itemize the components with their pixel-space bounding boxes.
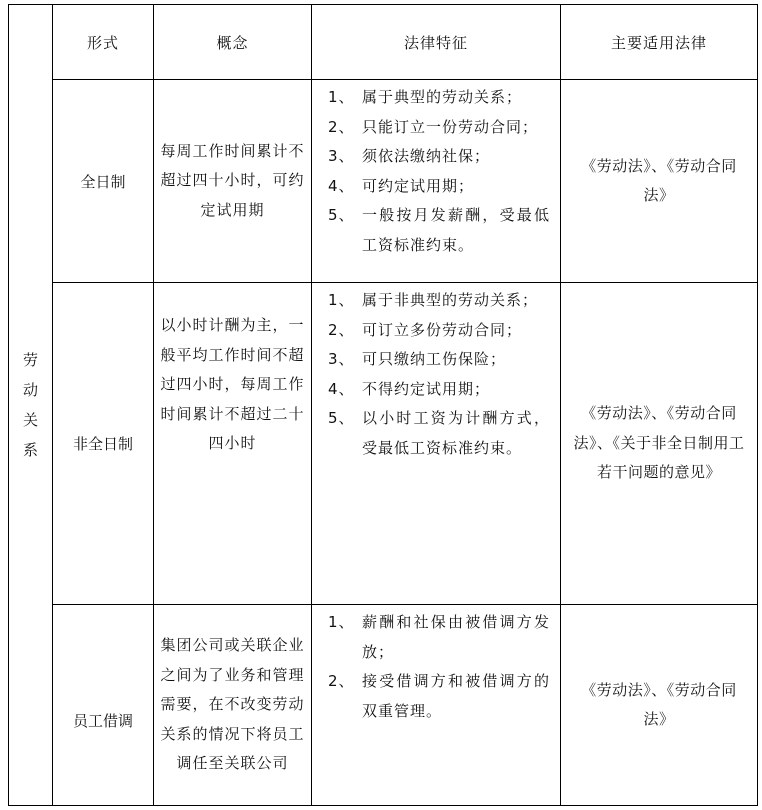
row-laws-cell bbox=[561, 283, 757, 604]
feature-number: 1、 bbox=[328, 291, 355, 309]
row-form: 全日制 bbox=[80, 172, 126, 191]
feature-number: 4、 bbox=[328, 176, 355, 195]
row-laws-cell bbox=[561, 80, 757, 282]
feature-number: 4、 bbox=[328, 379, 355, 398]
feature-text: 只能订立一份劳动合同； bbox=[362, 117, 539, 136]
feature-text: 可订立多份劳动合同； bbox=[362, 320, 523, 339]
category-char: 系 bbox=[22, 441, 38, 459]
feature-number: 5、 bbox=[328, 206, 355, 224]
category-cell bbox=[9, 5, 52, 805]
row-laws-cell bbox=[561, 605, 757, 805]
feature-item bbox=[328, 375, 550, 405]
feature-number: 3、 bbox=[328, 350, 355, 368]
feature-number: 2、 bbox=[328, 117, 355, 136]
feature-item bbox=[328, 286, 550, 316]
feature-item bbox=[328, 142, 550, 172]
header-laws: 主要适用法律 bbox=[610, 33, 707, 52]
feature-text: 以小时工资为计酬方式，受最低工资标准约束。 bbox=[362, 409, 550, 457]
feature-number: 2、 bbox=[328, 320, 355, 339]
feature-number: 5、 bbox=[328, 409, 355, 427]
feature-text: 可只缴纳工伤保险； bbox=[362, 350, 507, 368]
row-laws: 《劳动法》、《劳动合同法》 bbox=[581, 156, 737, 204]
row-concept: 每周工作时间累计不超过四十小时，可约定试用期 bbox=[160, 141, 305, 219]
header-concept: 概念 bbox=[216, 33, 249, 52]
feature-item bbox=[328, 345, 550, 375]
feature-text: 不得约定试用期； bbox=[362, 379, 491, 398]
feature-text: 须依法缴纳社保； bbox=[362, 147, 491, 165]
category-char: 关 bbox=[22, 411, 38, 429]
row-form: 非全日制 bbox=[72, 435, 133, 453]
feature-text: 薪酬和社保由被借调方发放； bbox=[362, 613, 550, 661]
row-features bbox=[312, 283, 560, 604]
category-char: 动 bbox=[22, 381, 38, 399]
row-concept: 以小时计酬为主，一般平均工作时间不超过四小时，每周工作时间累计不超过二十四小时 bbox=[160, 316, 305, 452]
category-char: 劳 bbox=[22, 351, 38, 369]
feature-text: 接受借调方和被借调方的双重管理。 bbox=[362, 672, 550, 720]
feature-item bbox=[328, 404, 550, 463]
row-concept-cell bbox=[154, 283, 311, 604]
row-form: 员工借调 bbox=[72, 711, 133, 730]
row-concept-cell bbox=[154, 80, 311, 282]
feature-number: 2、 bbox=[328, 672, 355, 690]
row-features bbox=[312, 80, 560, 282]
feature-number: 1、 bbox=[328, 88, 355, 106]
row-features bbox=[312, 605, 560, 805]
row-laws: 《劳动法》、《劳动合同法》、《关于非全日制用工若干问题的意见》 bbox=[573, 404, 745, 482]
feature-text: 一般按月发薪酬，受最低工资标准约束。 bbox=[362, 206, 550, 254]
feature-number: 3、 bbox=[328, 147, 355, 165]
feature-number: 1、 bbox=[328, 613, 355, 631]
feature-item bbox=[328, 201, 550, 260]
feature-text: 可约定试用期； bbox=[362, 176, 475, 195]
row-concept-cell bbox=[154, 605, 311, 805]
feature-text: 属于典型的劳动关系； bbox=[362, 88, 523, 106]
feature-item bbox=[328, 83, 550, 113]
feature-item bbox=[328, 667, 550, 726]
feature-text: 属于非典型的劳动关系； bbox=[362, 291, 539, 309]
header-features: 法律特征 bbox=[403, 33, 468, 52]
feature-item bbox=[328, 608, 550, 667]
header-form: 形式 bbox=[86, 33, 119, 52]
feature-item bbox=[328, 172, 550, 202]
row-concept: 集团公司或关联企业之间为了业务和管理需要，在不改变劳动关系的情况下将员工调任至关联公司 bbox=[160, 636, 305, 773]
row-laws: 《劳动法》、《劳动合同法》 bbox=[581, 680, 737, 728]
feature-item bbox=[328, 316, 550, 346]
feature-item bbox=[328, 113, 550, 143]
